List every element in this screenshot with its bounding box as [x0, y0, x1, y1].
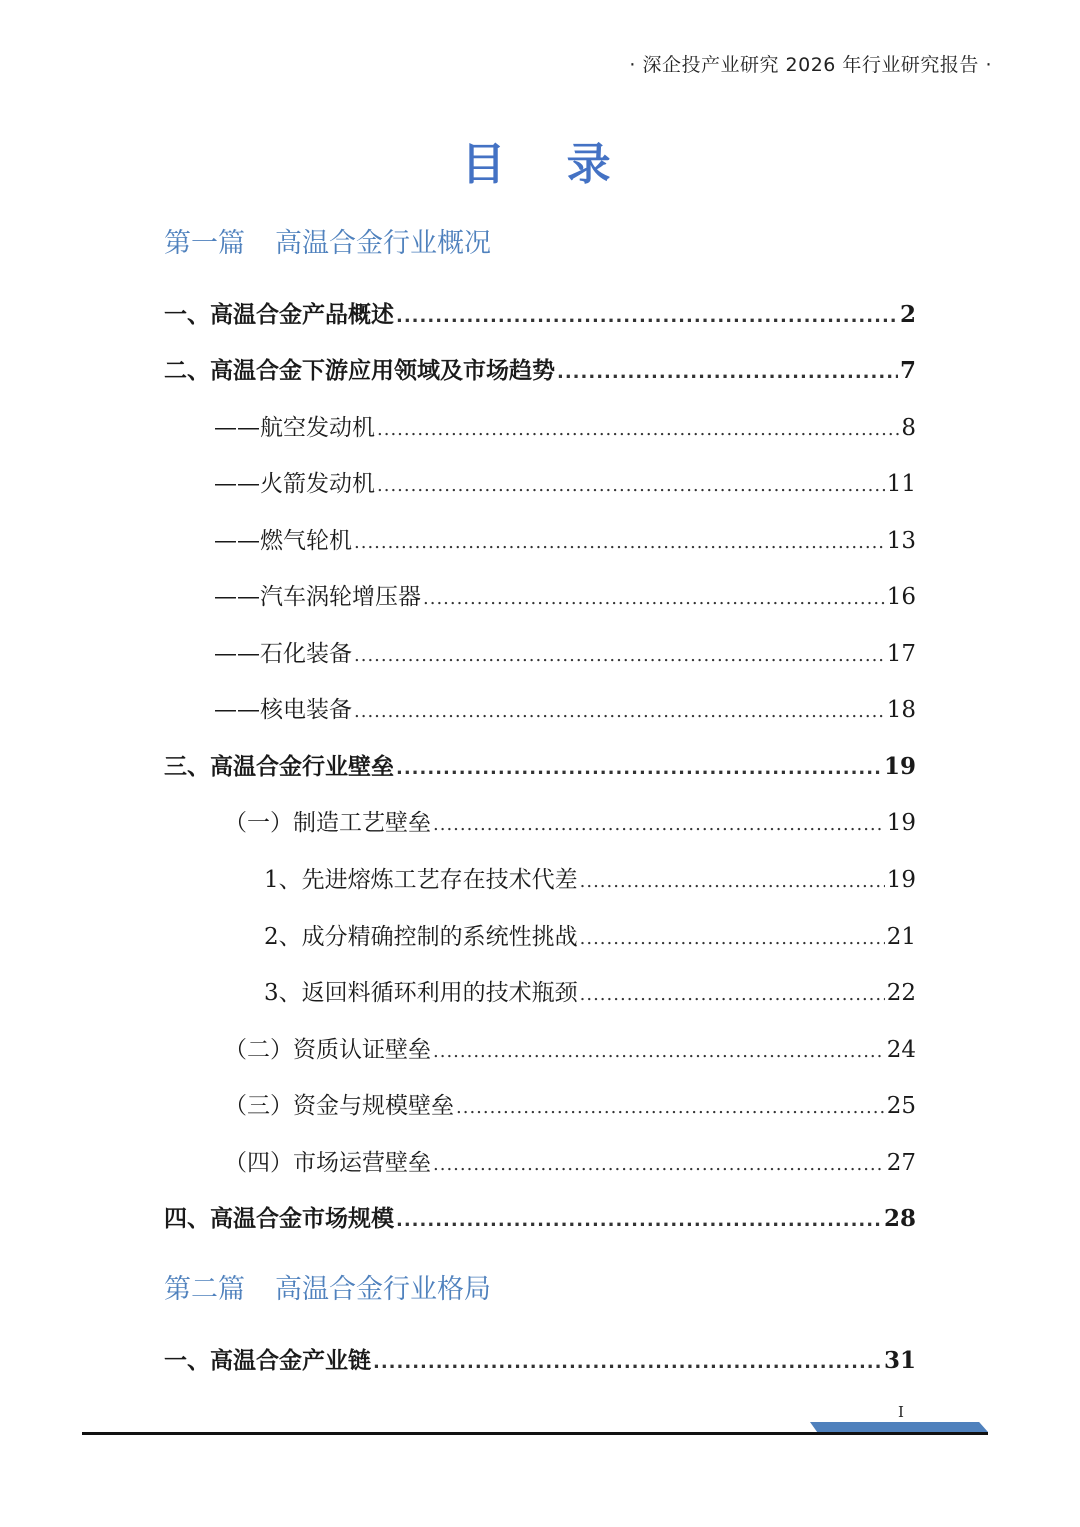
toc-entry-page: 21: [886, 924, 916, 950]
dot-leader: [423, 588, 885, 609]
toc-entry-label: 三、高温合金行业壁垒: [164, 754, 394, 780]
toc-entry-label: ——石化装备: [214, 641, 352, 667]
toc-entry-page: 2: [899, 301, 916, 328]
toc-entry-label: ——汽车涡轮增压器: [214, 584, 421, 610]
toc-entry-page: 27: [886, 1150, 916, 1176]
toc-entry-page: 13: [886, 528, 916, 554]
toc-entry-label: ——核电装备: [214, 697, 352, 723]
toc-entry-label: （四）市场运营壁垒: [224, 1150, 431, 1176]
toc-title: 目 录: [461, 139, 619, 190]
toc-entry-label: 一、高温合金产业链: [164, 1348, 371, 1374]
dot-leader: [373, 1352, 882, 1373]
toc-entry-label: 1、先进熔炼工艺存在技术代差: [264, 867, 578, 893]
part-heading-1[interactable]: [164, 222, 491, 266]
dot-leader: [433, 814, 885, 835]
footer-accent-tab: [810, 1422, 988, 1432]
part-heading-2[interactable]: [164, 1268, 491, 1312]
dot-leader: [557, 362, 898, 383]
toc-entry[interactable]: [214, 409, 916, 449]
part-label: 第二篇: [164, 1274, 245, 1305]
toc-entry[interactable]: [224, 804, 916, 844]
dot-leader: [580, 984, 885, 1005]
part-title: 高温合金行业概况: [275, 228, 491, 259]
toc-entry[interactable]: [264, 861, 916, 901]
footer-rule: [82, 1432, 988, 1435]
toc-entry-label: 2、成分精确控制的系统性挑战: [264, 924, 578, 950]
part-title: 高温合金行业格局: [275, 1274, 491, 1305]
toc-entry-page: 22: [886, 980, 916, 1006]
toc-entry[interactable]: [224, 1031, 916, 1071]
toc-entry-page: 25: [886, 1093, 916, 1119]
toc-entry-label: ——火箭发动机: [214, 471, 375, 497]
page-number: I: [898, 1403, 904, 1421]
toc-entry[interactable]: [164, 352, 916, 392]
toc-entry-label: 3、返回料循环利用的技术瓶颈: [264, 980, 578, 1006]
toc-entry-label: ——燃气轮机: [214, 528, 352, 554]
dot-leader: [377, 475, 885, 496]
part-label: 第一篇: [164, 228, 245, 259]
toc-entry[interactable]: [214, 635, 916, 675]
toc-entry[interactable]: [214, 691, 916, 731]
toc-entry-page: 19: [886, 867, 916, 893]
toc-entry-page: 7: [899, 357, 916, 384]
toc-entry[interactable]: [214, 578, 916, 618]
toc-entry-page: 28: [883, 1205, 916, 1232]
toc-entry-label: （三）资金与规模壁垒: [224, 1093, 454, 1119]
dot-leader: [377, 419, 899, 440]
toc-entry[interactable]: [214, 465, 916, 505]
toc-entry[interactable]: [164, 296, 916, 336]
toc-entry-label: ——航空发动机: [214, 415, 375, 441]
toc-entry-page: 17: [886, 641, 916, 667]
toc-entry-label: （二）资质认证壁垒: [224, 1037, 431, 1063]
dot-leader: [456, 1097, 885, 1118]
toc-entry-page: 18: [886, 697, 916, 723]
dot-leader: [396, 758, 882, 779]
toc-entry[interactable]: [164, 1200, 916, 1240]
toc-entry-page: 24: [886, 1037, 916, 1063]
toc-entry[interactable]: [264, 918, 916, 958]
dot-leader: [433, 1154, 885, 1175]
toc-entry-page: 11: [886, 471, 916, 497]
toc-entry-page: 8: [901, 415, 916, 441]
toc-entry[interactable]: [214, 522, 916, 562]
toc-entry-label: （一）制造工艺壁垒: [224, 810, 431, 836]
toc-entry[interactable]: [224, 1144, 916, 1184]
toc-entry-label: 二、高温合金下游应用领域及市场趋势: [164, 358, 555, 384]
dot-leader: [354, 645, 885, 666]
toc-entry-label: 四、高温合金市场规模: [164, 1206, 394, 1232]
toc-entry-page: 16: [886, 584, 916, 610]
dot-leader: [580, 928, 885, 949]
toc-entry-label: 一、高温合金产品概述: [164, 302, 394, 328]
report-header: · 深企投产业研究 2026 年行业研究报告 ·: [629, 54, 992, 76]
toc-entry-page: 19: [883, 753, 916, 780]
toc-entry-page: 31: [883, 1347, 916, 1374]
dot-leader: [396, 1210, 882, 1231]
toc-entry[interactable]: [224, 1087, 916, 1127]
toc-entry[interactable]: [164, 1342, 916, 1382]
dot-leader: [396, 306, 898, 327]
dot-leader: [580, 871, 885, 892]
dot-leader: [354, 532, 885, 553]
dot-leader: [354, 701, 885, 722]
toc-entry[interactable]: [164, 748, 916, 788]
toc-entry-page: 19: [886, 810, 916, 836]
dot-leader: [433, 1041, 885, 1062]
toc-entry[interactable]: [264, 974, 916, 1014]
